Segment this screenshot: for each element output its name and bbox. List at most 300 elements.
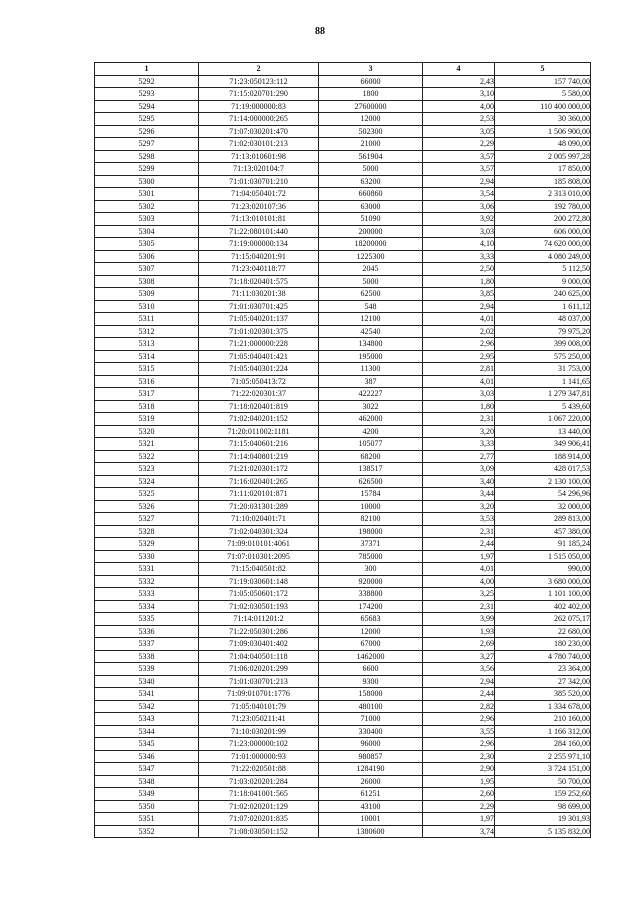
table-cell: 105077 — [319, 438, 423, 451]
table-row — [95, 400, 591, 413]
table-row — [95, 425, 591, 438]
table-cell: 4,01 — [423, 375, 495, 388]
table-cell: 71:18:020401:575 — [199, 275, 319, 288]
table-row — [95, 800, 591, 813]
table-row — [95, 363, 591, 376]
table-cell: 210 160,00 — [495, 713, 591, 726]
table-cell: 71:15:040601:216 — [199, 438, 319, 451]
table-row — [95, 450, 591, 463]
table-cell: 1,97 — [423, 813, 495, 826]
column-header-2: 2 — [199, 63, 319, 76]
table-cell: 5306 — [95, 250, 199, 263]
table-cell: 575 250,00 — [495, 350, 591, 363]
table-cell: 71:23:020107:36 — [199, 200, 319, 213]
table-cell: 5294 — [95, 100, 199, 113]
table-cell: 3 680 000,00 — [495, 575, 591, 588]
table-body — [95, 75, 591, 838]
table-cell: 5299 — [95, 163, 199, 176]
column-header-4: 4 — [423, 63, 495, 76]
table-cell: 12000 — [319, 113, 423, 126]
table-cell: 5 439,60 — [495, 400, 591, 413]
table-cell: 71:09:010701:1776 — [199, 688, 319, 701]
table-cell: 3,33 — [423, 250, 495, 263]
table-cell: 15784 — [319, 488, 423, 501]
table-row — [95, 688, 591, 701]
table-cell: 1 067 220,00 — [495, 413, 591, 426]
table-cell: 5341 — [95, 688, 199, 701]
table-cell: 195000 — [319, 350, 423, 363]
table-cell: 71:04:050401:72 — [199, 188, 319, 201]
table-cell: 5308 — [95, 275, 199, 288]
table-cell: 5317 — [95, 388, 199, 401]
table-cell: 2,02 — [423, 325, 495, 338]
table-cell: 3,57 — [423, 163, 495, 176]
table-row — [95, 500, 591, 513]
table-cell: 71:02:030501:193 — [199, 600, 319, 613]
table-cell: 71:21:020301:172 — [199, 463, 319, 476]
table-cell: 5349 — [95, 788, 199, 801]
table-cell: 387 — [319, 375, 423, 388]
table-cell: 3022 — [319, 400, 423, 413]
table-cell: 2,77 — [423, 450, 495, 463]
table-cell: 3,40 — [423, 475, 495, 488]
table-cell: 2045 — [319, 263, 423, 276]
table-cell: 2,31 — [423, 413, 495, 426]
table-row — [95, 750, 591, 763]
table-cell: 2,96 — [423, 338, 495, 351]
table-cell: 3,20 — [423, 425, 495, 438]
table-cell: 62500 — [319, 288, 423, 301]
table-cell: 71:02:040201:152 — [199, 413, 319, 426]
table-cell: 5340 — [95, 675, 199, 688]
table-cell: 5324 — [95, 475, 199, 488]
table-cell: 71:01:030701:210 — [199, 175, 319, 188]
table-cell: 5312 — [95, 325, 199, 338]
table-cell: 71:01:020301:375 — [199, 325, 319, 338]
table-cell: 71:07:020201:835 — [199, 813, 319, 826]
table-cell: 330400 — [319, 725, 423, 738]
table-cell: 3,57 — [423, 150, 495, 163]
table-cell: 9 000,00 — [495, 275, 591, 288]
table-cell: 2,53 — [423, 113, 495, 126]
table-row — [95, 313, 591, 326]
table-cell: 5337 — [95, 638, 199, 651]
table-cell: 2 313 010,00 — [495, 188, 591, 201]
table-cell: 5304 — [95, 225, 199, 238]
column-header-1: 1 — [95, 63, 199, 76]
table-cell: 5344 — [95, 725, 199, 738]
table-cell: 561904 — [319, 150, 423, 163]
table-cell: 5298 — [95, 150, 199, 163]
table-cell: 457 380,00 — [495, 525, 591, 538]
table-cell: 3,03 — [423, 225, 495, 238]
table-cell: 4200 — [319, 425, 423, 438]
table-cell: 71:02:020201:129 — [199, 800, 319, 813]
table-cell: 1284190 — [319, 763, 423, 776]
table-cell: 5321 — [95, 438, 199, 451]
table-cell: 71:06:020201:299 — [199, 663, 319, 676]
table-cell: 1462000 — [319, 650, 423, 663]
table-cell: 2,81 — [423, 363, 495, 376]
table-cell: 71:13:010601:98 — [199, 150, 319, 163]
table-cell: 3,53 — [423, 513, 495, 526]
table-cell: 71:19:030601:148 — [199, 575, 319, 588]
table-cell: 5336 — [95, 625, 199, 638]
table-cell: 43100 — [319, 800, 423, 813]
table-cell: 5335 — [95, 613, 199, 626]
table-cell: 2,95 — [423, 350, 495, 363]
table-cell: 71:05:040201:137 — [199, 313, 319, 326]
table-cell: 71:20:031301:289 — [199, 500, 319, 513]
table-cell: 2,30 — [423, 750, 495, 763]
table-row — [95, 550, 591, 563]
table-cell: 2,96 — [423, 713, 495, 726]
table-cell: 399 008,00 — [495, 338, 591, 351]
table-cell: 5293 — [95, 88, 199, 101]
table-cell: 48 037,00 — [495, 313, 591, 326]
table-cell: 96000 — [319, 738, 423, 751]
table-cell: 71:09:010101:4061 — [199, 538, 319, 551]
table-cell: 71:13:010101:81 — [199, 213, 319, 226]
table-cell: 71:05:040101:79 — [199, 700, 319, 713]
table-row — [95, 438, 591, 451]
table-cell: 71:19:000000:83 — [199, 100, 319, 113]
table-cell: 5338 — [95, 650, 199, 663]
table-cell: 1 166 312,00 — [495, 725, 591, 738]
table-cell: 2,31 — [423, 525, 495, 538]
table-row — [95, 375, 591, 388]
table-cell: 3,56 — [423, 663, 495, 676]
table-cell: 5331 — [95, 563, 199, 576]
table-cell: 1 334 678,00 — [495, 700, 591, 713]
table-cell: 71:05:050601:172 — [199, 588, 319, 601]
table-cell: 71:05:040401:421 — [199, 350, 319, 363]
table-cell: 5348 — [95, 775, 199, 788]
table-cell: 626500 — [319, 475, 423, 488]
table-cell: 4 080 249,00 — [495, 250, 591, 263]
table-cell: 71:01:000000:93 — [199, 750, 319, 763]
table-cell: 5318 — [95, 400, 199, 413]
table-cell: 1 279 347,81 — [495, 388, 591, 401]
table-row — [95, 675, 591, 688]
table-cell: 5325 — [95, 488, 199, 501]
table-row — [95, 575, 591, 588]
table-cell: 5339 — [95, 663, 199, 676]
table-cell: 71:18:020401:819 — [199, 400, 319, 413]
table-cell: 5314 — [95, 350, 199, 363]
table-cell: 71:07:010301:2095 — [199, 550, 319, 563]
table-cell: 71:19:000000:134 — [199, 238, 319, 251]
table-row — [95, 638, 591, 651]
table-cell: 110 400 000,00 — [495, 100, 591, 113]
table-cell: 4,01 — [423, 563, 495, 576]
table-cell: 71:03:020201:284 — [199, 775, 319, 788]
table-cell: 5322 — [95, 450, 199, 463]
table-cell: 3,09 — [423, 463, 495, 476]
table-cell: 23 364,00 — [495, 663, 591, 676]
table-row — [95, 713, 591, 726]
table-cell: 71:09:030401:402 — [199, 638, 319, 651]
table-cell: 12000 — [319, 625, 423, 638]
table-cell: 71:21:000000:228 — [199, 338, 319, 351]
table-cell: 71:22:050301:286 — [199, 625, 319, 638]
table-cell: 71:15:020701:290 — [199, 88, 319, 101]
table-cell: 3,10 — [423, 88, 495, 101]
table-cell: 71:11:030201:38 — [199, 288, 319, 301]
table-cell: 22 680,00 — [495, 625, 591, 638]
table-cell: 61251 — [319, 788, 423, 801]
table-cell: 5343 — [95, 713, 199, 726]
table-cell: 63000 — [319, 200, 423, 213]
table-cell: 3,27 — [423, 650, 495, 663]
table-cell: 71:02:040301:324 — [199, 525, 319, 538]
table-row — [95, 600, 591, 613]
table-cell: 5313 — [95, 338, 199, 351]
table-cell: 5 135 832,00 — [495, 825, 591, 838]
table-row — [95, 75, 591, 88]
table-cell: 31 753,00 — [495, 363, 591, 376]
table-cell: 2,90 — [423, 763, 495, 776]
table-row — [95, 138, 591, 151]
table-cell: 48 090,00 — [495, 138, 591, 151]
table-cell: 2 255 971,10 — [495, 750, 591, 763]
table-cell: 480100 — [319, 700, 423, 713]
table-header — [95, 63, 591, 76]
table-row — [95, 175, 591, 188]
table-cell: 1800 — [319, 88, 423, 101]
table-cell: 37371 — [319, 538, 423, 551]
table-cell: 82100 — [319, 513, 423, 526]
table-cell: 11300 — [319, 363, 423, 376]
table-cell: 157 740,00 — [495, 75, 591, 88]
table-cell: 67000 — [319, 638, 423, 651]
table-cell: 71:22:020301:37 — [199, 388, 319, 401]
table-cell: 502300 — [319, 125, 423, 138]
table-cell: 5351 — [95, 813, 199, 826]
table-cell: 6600 — [319, 663, 423, 676]
table-cell: 71:10:030201:99 — [199, 725, 319, 738]
table-cell: 71:08:030501:152 — [199, 825, 319, 838]
table-cell: 5333 — [95, 588, 199, 601]
table-cell: 1 515 050,00 — [495, 550, 591, 563]
table-cell: 240 625,00 — [495, 288, 591, 301]
table-cell: 13 440,00 — [495, 425, 591, 438]
table-row — [95, 663, 591, 676]
table-cell: 174200 — [319, 600, 423, 613]
table-cell: 42540 — [319, 325, 423, 338]
table-row — [95, 238, 591, 251]
table-cell: 2,29 — [423, 800, 495, 813]
table-cell: 262 075,17 — [495, 613, 591, 626]
table-cell: 5311 — [95, 313, 199, 326]
table-cell: 660860 — [319, 188, 423, 201]
table-cell: 5320 — [95, 425, 199, 438]
table-cell: 98 699,00 — [495, 800, 591, 813]
table-row — [95, 588, 591, 601]
table-cell: 71:11:020101:871 — [199, 488, 319, 501]
table-cell: 71:16:020401:265 — [199, 475, 319, 488]
table-row — [95, 463, 591, 476]
table-cell: 5301 — [95, 188, 199, 201]
table-cell: 185 808,00 — [495, 175, 591, 188]
table-row — [95, 325, 591, 338]
table-cell: 1 611,12 — [495, 300, 591, 313]
table-cell: 548 — [319, 300, 423, 313]
table-cell: 4,10 — [423, 238, 495, 251]
table-row — [95, 613, 591, 626]
table-cell: 1,93 — [423, 625, 495, 638]
table-cell: 284 160,00 — [495, 738, 591, 751]
table-cell: 4,00 — [423, 100, 495, 113]
table-cell: 54 296,96 — [495, 488, 591, 501]
table-cell: 79 975,20 — [495, 325, 591, 338]
table-row — [95, 763, 591, 776]
table-cell: 71:20:011002:1181 — [199, 425, 319, 438]
table-cell: 68200 — [319, 450, 423, 463]
table-cell: 1,80 — [423, 400, 495, 413]
table-cell: 4,01 — [423, 313, 495, 326]
table-cell: 71:14:040801:219 — [199, 450, 319, 463]
table-cell: 71:23:040118:77 — [199, 263, 319, 276]
table-cell: 338800 — [319, 588, 423, 601]
table-cell: 198000 — [319, 525, 423, 538]
table-row — [95, 200, 591, 213]
table-cell: 785000 — [319, 550, 423, 563]
table-cell: 5295 — [95, 113, 199, 126]
table-cell: 3,54 — [423, 188, 495, 201]
table-cell: 2,82 — [423, 700, 495, 713]
table-cell: 5000 — [319, 275, 423, 288]
table-cell: 9300 — [319, 675, 423, 688]
table-cell: 71:22:080101:440 — [199, 225, 319, 238]
table-cell: 71:04:040501:118 — [199, 650, 319, 663]
table-cell: 5345 — [95, 738, 199, 751]
table-cell: 71:02:030101:213 — [199, 138, 319, 151]
table-cell: 5319 — [95, 413, 199, 426]
table-cell: 1380600 — [319, 825, 423, 838]
table-cell: 30 360,00 — [495, 113, 591, 126]
table-cell: 1 141,65 — [495, 375, 591, 388]
table-cell: 180 230,00 — [495, 638, 591, 651]
table-row — [95, 125, 591, 138]
table-cell: 71:07:030201:470 — [199, 125, 319, 138]
table-cell: 66000 — [319, 75, 423, 88]
table-cell: 1 506 900,00 — [495, 125, 591, 138]
table-cell: 26000 — [319, 775, 423, 788]
table-cell: 3 724 151,00 — [495, 763, 591, 776]
table-cell: 5 580,00 — [495, 88, 591, 101]
table-row — [95, 213, 591, 226]
table-row — [95, 625, 591, 638]
table-cell: 5330 — [95, 550, 199, 563]
table-cell: 5310 — [95, 300, 199, 313]
table-cell: 5292 — [95, 75, 199, 88]
table-cell: 3,20 — [423, 500, 495, 513]
table-cell: 5309 — [95, 288, 199, 301]
table-cell: 5352 — [95, 825, 199, 838]
table-row — [95, 788, 591, 801]
table-cell: 2,44 — [423, 538, 495, 551]
table-cell: 71:18:041001:565 — [199, 788, 319, 801]
table-cell: 71:05:040301:224 — [199, 363, 319, 376]
table-cell: 5346 — [95, 750, 199, 763]
table-cell: 5302 — [95, 200, 199, 213]
table-cell: 71:23:000000:102 — [199, 738, 319, 751]
table-row — [95, 300, 591, 313]
column-header-5: 5 — [495, 63, 591, 76]
table-cell: 349 906,41 — [495, 438, 591, 451]
table-cell: 3,44 — [423, 488, 495, 501]
table-cell: 5 112,50 — [495, 263, 591, 276]
table-cell: 2,94 — [423, 300, 495, 313]
table-cell: 5307 — [95, 263, 199, 276]
table-row — [95, 413, 591, 426]
table-cell: 71:01:030701:425 — [199, 300, 319, 313]
table-cell: 71000 — [319, 713, 423, 726]
table-cell: 3,06 — [423, 200, 495, 213]
table-cell: 200 272,80 — [495, 213, 591, 226]
table-cell: 5303 — [95, 213, 199, 226]
table-cell: 71:22:020501:88 — [199, 763, 319, 776]
table-cell: 74 620 000,00 — [495, 238, 591, 251]
table-cell: 2,94 — [423, 675, 495, 688]
table-cell: 71:05:050413:72 — [199, 375, 319, 388]
table-cell: 5297 — [95, 138, 199, 151]
table-cell: 50 700,00 — [495, 775, 591, 788]
table-row — [95, 700, 591, 713]
table-cell: 71:23:050211:41 — [199, 713, 319, 726]
table-cell: 5000 — [319, 163, 423, 176]
table-cell: 2 130 100,00 — [495, 475, 591, 488]
table-cell: 5323 — [95, 463, 199, 476]
table-row — [95, 650, 591, 663]
table-cell: 27600000 — [319, 100, 423, 113]
table-cell: 2,44 — [423, 688, 495, 701]
table-cell: 3,85 — [423, 288, 495, 301]
table-row — [95, 538, 591, 551]
table-cell: 71:10:020401:71 — [199, 513, 319, 526]
table-cell: 2,60 — [423, 788, 495, 801]
table-cell: 3,92 — [423, 213, 495, 226]
table-row — [95, 88, 591, 101]
table-cell: 1,95 — [423, 775, 495, 788]
table-cell: 5334 — [95, 600, 199, 613]
table-cell: 17 850,00 — [495, 163, 591, 176]
table-cell: 3,74 — [423, 825, 495, 838]
table-cell: 5327 — [95, 513, 199, 526]
table-cell: 19 301,93 — [495, 813, 591, 826]
table-cell: 192 780,00 — [495, 200, 591, 213]
table-cell: 71:23:050123:112 — [199, 75, 319, 88]
table-cell: 188 914,00 — [495, 450, 591, 463]
table-cell: 300 — [319, 563, 423, 576]
table-cell: 32 000,00 — [495, 500, 591, 513]
table-row — [95, 513, 591, 526]
table-row — [95, 488, 591, 501]
table-cell: 1225300 — [319, 250, 423, 263]
table-cell: 5328 — [95, 525, 199, 538]
table-row — [95, 188, 591, 201]
table-cell: 10001 — [319, 813, 423, 826]
table-cell: 2,50 — [423, 263, 495, 276]
table-cell: 289 813,00 — [495, 513, 591, 526]
table-cell: 2,69 — [423, 638, 495, 651]
header-row — [95, 63, 591, 76]
table-row — [95, 738, 591, 751]
table-cell: 3,33 — [423, 438, 495, 451]
table-cell: 2,94 — [423, 175, 495, 188]
table-cell: 5300 — [95, 175, 199, 188]
